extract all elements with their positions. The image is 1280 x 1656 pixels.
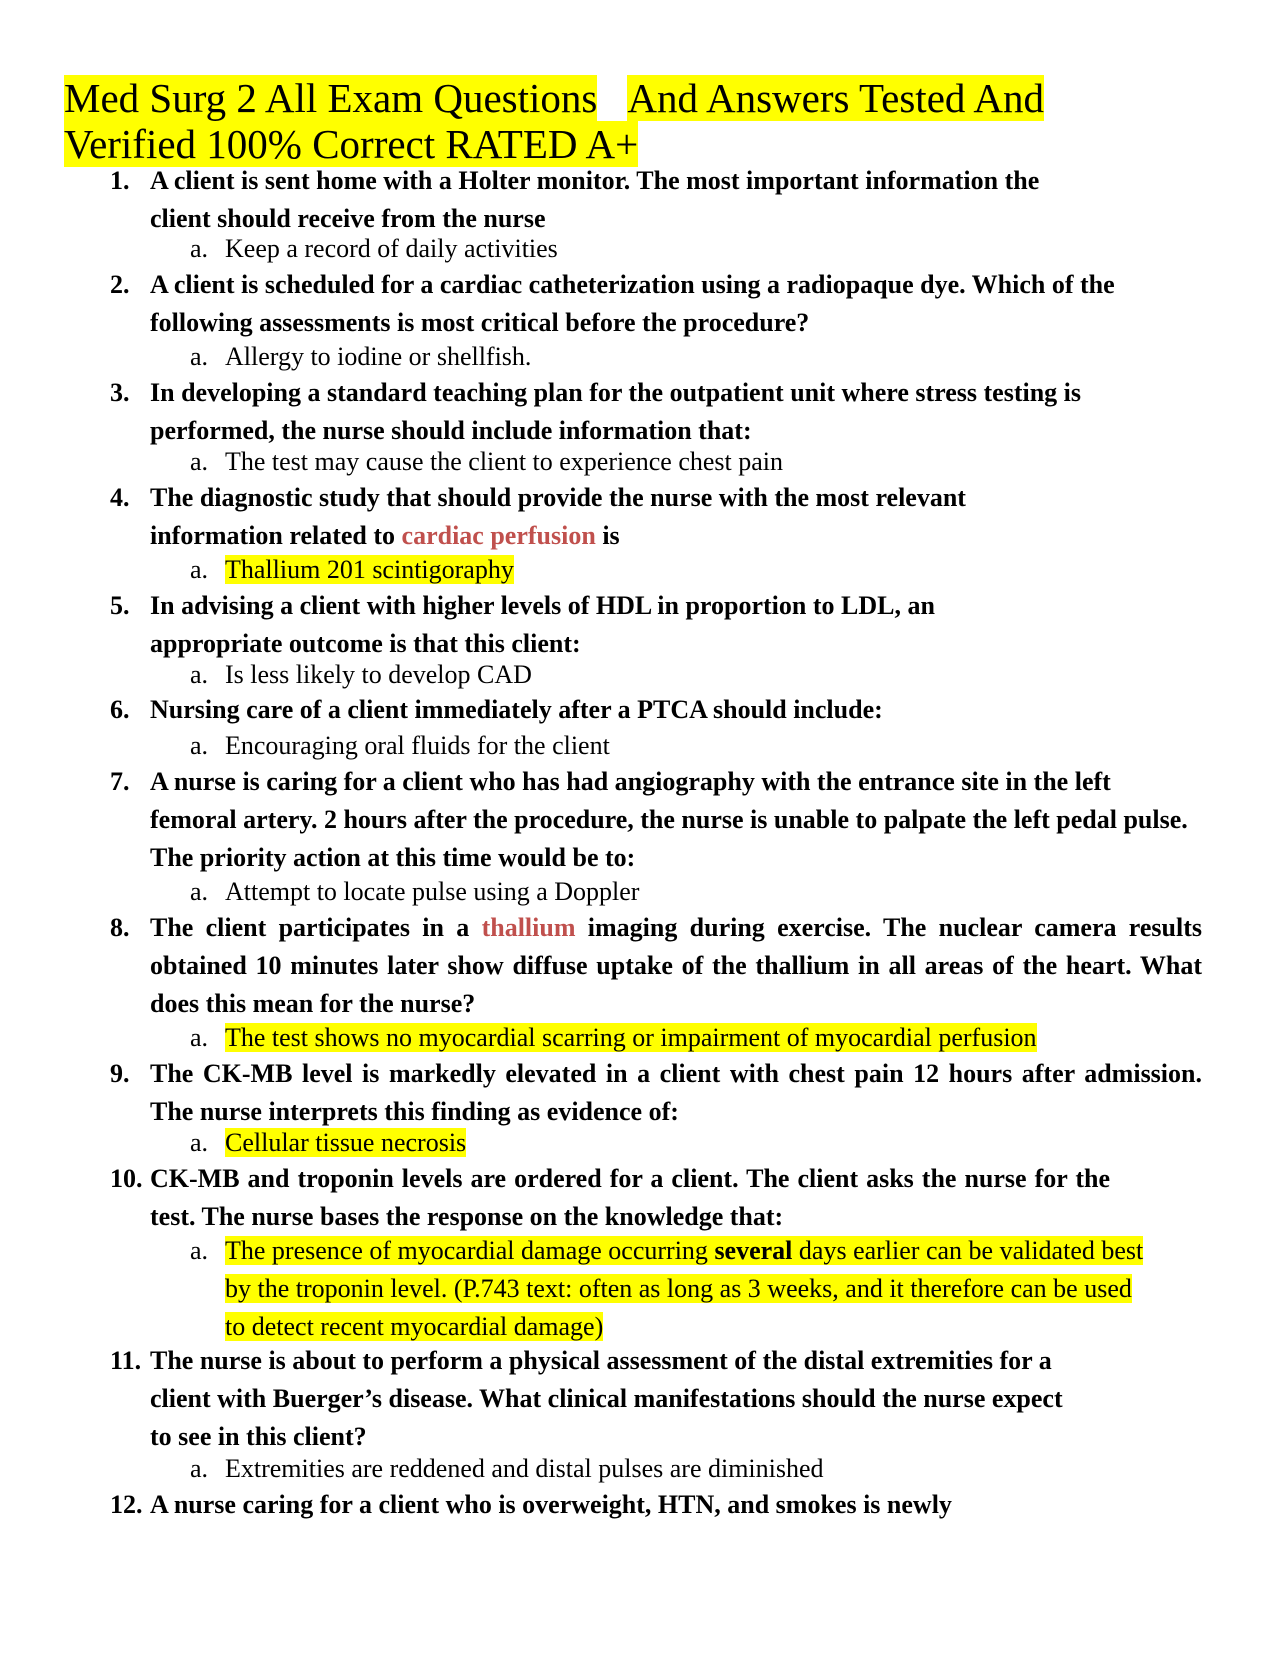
answer-letter: a. xyxy=(190,1023,209,1052)
answer-text: The test shows no myocardial scarring or impairment of myocardial perfusion xyxy=(225,1023,1037,1052)
question-5 xyxy=(110,587,1070,663)
question-7 xyxy=(110,763,1202,877)
answer-letter: a. xyxy=(190,877,209,906)
answer-6 xyxy=(190,727,1170,765)
title-line1-part2: And Answers Tested And xyxy=(627,75,1044,121)
answer-letter: a. xyxy=(190,555,209,584)
answer-text: Allergy to iodine or shellfish. xyxy=(225,342,532,371)
question-6 xyxy=(110,691,1202,729)
question-11 xyxy=(110,1342,1070,1456)
answer-11 xyxy=(190,1450,1170,1488)
question-number: 10. xyxy=(110,1164,143,1193)
answer-text: The presence of myocardial damage occurring several days earlier can be validated best by the troponin level. (P.743 text: often as long as 3 weeks, and it therefore can be used to detect recent myocardial damage) xyxy=(225,1236,1144,1341)
answer-1 xyxy=(190,230,1170,268)
answer-text: Encouraging oral fluids for the client xyxy=(225,731,610,760)
answer-text: Keep a record of daily activities xyxy=(225,234,558,263)
question-number: 2. xyxy=(110,270,130,299)
question-text: A client is sent home with a Holter monitor. The most important information the client should receive from the nurse xyxy=(150,166,1040,233)
question-text: A nurse is caring for a client who has had angiography with the entrance site in the left femoral artery. 2 hours after the procedure, the nurse is unable to palpate the left pedal pulse. The priority action at this time would be to: xyxy=(150,767,1188,872)
question-9 xyxy=(110,1055,1202,1131)
question-10 xyxy=(110,1160,1110,1236)
question-text: A client is scheduled for a cardiac catheterization using a radiopaque dye. Which of the following assessments is most critical before the procedure? xyxy=(150,270,1115,337)
highlight-term: cardiac perfusion xyxy=(401,521,596,550)
question-text: CK-MB and troponin levels are ordered for a client. The client asks the nurse for the test. The nurse bases the response on the knowledge that: xyxy=(150,1164,1110,1231)
question-text: The CK-MB level is markedly elevated in a client with chest pain 12 hours after admission. The nurse interprets this finding as evidence of: xyxy=(150,1059,1202,1126)
question-number: 11. xyxy=(110,1346,142,1375)
answer-letter: a. xyxy=(190,234,209,263)
question-number: 3. xyxy=(110,378,130,407)
question-1 xyxy=(110,162,1070,238)
answer-letter: a. xyxy=(190,731,209,760)
answer-10 xyxy=(190,1232,1150,1346)
title-line1-part1: Med Surg 2 All Exam Questions xyxy=(64,75,598,121)
question-text: Nursing care of a client immediately after a PTCA should include: xyxy=(150,695,883,724)
answer-2 xyxy=(190,338,1170,376)
question-3 xyxy=(110,374,1202,450)
question-number: 1. xyxy=(110,166,130,195)
question-number: 8. xyxy=(110,913,130,942)
answer-4 xyxy=(190,551,1170,589)
answer-text: Attempt to locate pulse using a Doppler xyxy=(225,877,640,906)
question-text: In developing a standard teaching plan for the outpatient unit where stress testing is performed, the nurse should include information that: xyxy=(150,378,1082,445)
question-number: 4. xyxy=(110,483,130,512)
title-line2: Verified 100% Correct RATED A+ xyxy=(64,121,639,167)
question-number: 6. xyxy=(110,695,130,724)
question-number: 7. xyxy=(110,767,130,796)
answer-text: Extremities are reddened and distal pulses are diminished xyxy=(225,1454,824,1483)
emphasis: several xyxy=(714,1236,793,1265)
question-8 xyxy=(110,909,1202,1023)
question-text: The client participates in a thallium imaging during exercise. The nuclear camera results obtained 10 minutes later show diffuse uptake of the thallium in all areas of the heart. What does this mean for the nurse? xyxy=(150,913,1202,1018)
question-text: The nurse is about to perform a physical assessment of the distal extremities for a client with Buerger’s disease. What clinical manifestations should the nurse expect to see in this client? xyxy=(150,1346,1063,1451)
answer-letter: a. xyxy=(190,1236,209,1265)
answer-text: Is less likely to develop CAD xyxy=(225,660,532,689)
answer-letter: a. xyxy=(190,342,209,371)
answer-8 xyxy=(190,1019,1170,1057)
answer-letter: a. xyxy=(190,1128,209,1157)
question-number: 9. xyxy=(110,1059,130,1088)
question-text: A nurse caring for a client who is overweight, HTN, and smokes is newly xyxy=(150,1490,952,1519)
answer-7 xyxy=(190,873,1170,911)
answer-text: Cellular tissue necrosis xyxy=(225,1128,467,1157)
answer-3 xyxy=(190,443,1170,481)
answer-9 xyxy=(190,1124,1170,1162)
question-2 xyxy=(110,266,1202,342)
answer-text: The test may cause the client to experience chest pain xyxy=(225,447,784,476)
question-12 xyxy=(110,1486,1202,1524)
answer-letter: a. xyxy=(190,447,209,476)
answer-letter: a. xyxy=(190,660,209,689)
answer-text: Thallium 201 scintigoraphy xyxy=(225,555,514,584)
question-text: The diagnostic study that should provide the nurse with the most relevant information related to cardiac perfusion is xyxy=(150,483,966,550)
answer-5 xyxy=(190,656,1170,694)
highlight-term: thallium xyxy=(481,913,576,942)
question-number: 5. xyxy=(110,591,130,620)
question-4 xyxy=(110,479,1090,555)
answer-letter: a. xyxy=(190,1454,209,1483)
question-text: In advising a client with higher levels of HDL in proportion to LDL, an appropriate outcome is that this client: xyxy=(150,591,935,658)
question-number: 12. xyxy=(110,1490,143,1519)
document-title xyxy=(64,75,1164,167)
